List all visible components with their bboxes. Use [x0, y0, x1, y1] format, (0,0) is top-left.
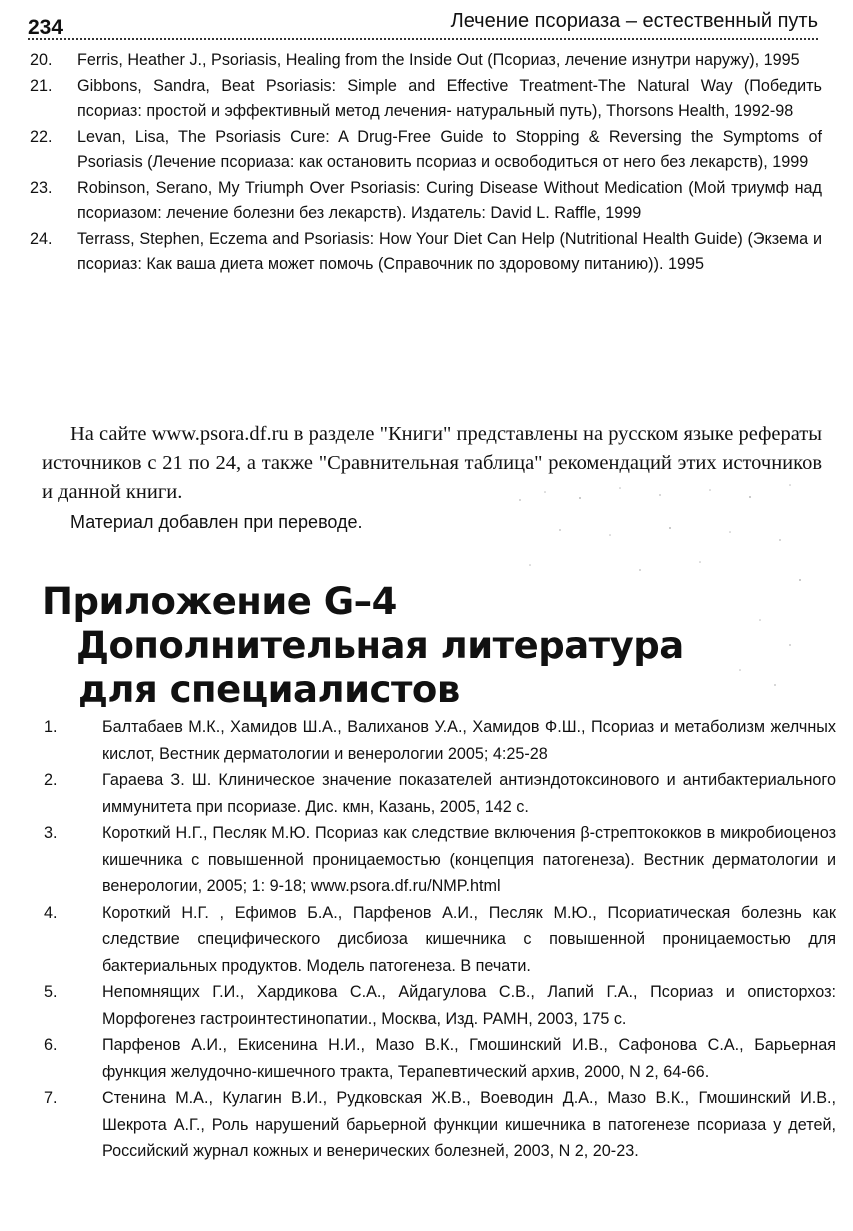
reference-item — [30, 176, 822, 227]
appendix-title-line-1: Приложение G–4 — [42, 580, 397, 623]
reference-item — [44, 1032, 836, 1085]
body-paragraph: На сайте www.psora.df.ru в разделе "Книги" представлены на русском языке рефераты источников с 21 по 24, а также "Сравнительная таблица" рекомендаций этих источников и данной книги. — [42, 423, 822, 503]
appendix-title-line-3: для специалистов — [78, 668, 460, 711]
reference-item — [44, 767, 836, 820]
reference-text: Непомнящих Г.И., Хардикова С.А., Айдагулова С.В., Лапий Г.А., Псориаз и описторхоз: Морфогенез гастроинтестинопатии., Москва, Изд. РАМН, 2003, 175 с. — [102, 983, 836, 1028]
reference-item — [30, 227, 822, 278]
reference-text: Robinson, Serano, My Triumph Over Psoriasis: Curing Disease Without Medication (Мой триумф над псориазом: лечение болезни без лекарств). Издатель: David L. Raffle, 1999 — [77, 178, 822, 222]
reference-text: Terrass, Stephen, Eczema and Psoriasis: How Your Diet Can Help (Nutritional Health Guide) (Экзема и псориаз: Как ваша диета может помочь (Справочник по здоровому питанию)). 1995 — [77, 229, 822, 273]
reference-text: Стенина М.А., Кулагин В.И., Рудковская Ж.В., Воеводин Д.А., Мазо В.К., Гмошинский И.В., Шекрота А.Г., Роль нарушений барьерной функции кишечника в патогенезе псориаза у детей, Российский журнал кожных и венерических болезней, 2003, N 2, 20-23. — [102, 1089, 836, 1160]
reference-item — [44, 900, 836, 980]
page-number: 234 — [28, 16, 64, 39]
reference-number: 4. — [44, 903, 58, 922]
appendix-heading — [42, 580, 684, 712]
reference-number: 1. — [44, 718, 58, 736]
reference-number: 6. — [44, 1036, 58, 1054]
reference-item — [44, 820, 836, 900]
reference-number: 23. — [30, 178, 53, 197]
translator-note: Материал добавлен при переводе. — [70, 512, 363, 532]
reference-list-top — [30, 48, 822, 278]
reference-text: Короткий Н.Г. , Ефимов Б.А., Парфенов А.И., Песляк М.Ю., Псориатическая болезнь как следствие специфического дисбиоза кишечника с повышенной проницаемостью для бактериальных продуктов. Модель патогенеза. В печати. — [102, 903, 836, 975]
reference-number: 22. — [30, 127, 53, 146]
reference-text: Короткий Н.Г., Песляк М.Ю. Псориаз как следствие включения β-стрептококков в микробиоценоз кишечника с повышенной проницаемостью (концепция патогенеза). Вестник дерматологии и венерологии, 2005; 1: 9-18; www.psora.df.ru/NMP.html — [102, 824, 836, 895]
reference-item — [30, 48, 822, 74]
reference-item — [30, 74, 822, 125]
reference-text: Балтабаев М.К., Хамидов Ш.А., Валиханов У.А., Хамидов Ф.Ш., Псориаз и метаболизм желчных кислот, Вестник дерматологии и венерологии 2005; 4:25-28 — [102, 718, 836, 763]
reference-item — [44, 979, 836, 1032]
reference-text: Гараева З. Ш. Клиническое значение показателей антиэндотоксинового и антибактериального иммунитета при псориазе. Дис. кмн, Казань, 2005, 142 с. — [102, 771, 836, 816]
appendix-title-line-2: Дополнительная литература — [76, 624, 684, 667]
reference-text: Парфенов А.И., Екисенина Н.И., Мазо В.К., Гмошинский И.В., Сафонова С.А., Барьерная функция желудочно-кишечного тракта, Терапевтический архив, 2000, N 2, 64-66. — [102, 1036, 836, 1081]
reference-number: 20. — [30, 51, 53, 69]
running-title: Лечение псориаза – естественный путь — [450, 10, 818, 32]
reference-item — [44, 1085, 836, 1165]
reference-text: Ferris, Heather J., Psoriasis, Healing from the Inside Out (Псориаз, лечение изнутри наружу), 1995 — [77, 51, 800, 69]
reference-number: 24. — [30, 229, 53, 248]
reference-number: 5. — [44, 983, 58, 1001]
reference-number: 2. — [44, 771, 58, 789]
reference-number: 3. — [44, 824, 58, 842]
page-header — [28, 8, 818, 40]
reference-list-bottom — [44, 714, 836, 1165]
reference-item — [44, 714, 836, 767]
reference-number: 7. — [44, 1089, 58, 1107]
reference-item — [30, 125, 822, 176]
reference-text: Gibbons, Sandra, Beat Psoriasis: Simple and Effective Treatment-The Natural Way (Победить псориаз: простой и эффективный метод лечения- натуральный путь), Thorsons Health, 1992-98 — [77, 76, 822, 120]
reference-text: Levan, Lisa, The Psoriasis Cure: A Drug-Free Guide to Stopping & Reversing the Symptoms of Psoriasis (Лечение псориаза: как остановить псориаз и освободиться от него без лекарств), 1999 — [77, 127, 822, 171]
reference-number: 21. — [30, 76, 53, 95]
